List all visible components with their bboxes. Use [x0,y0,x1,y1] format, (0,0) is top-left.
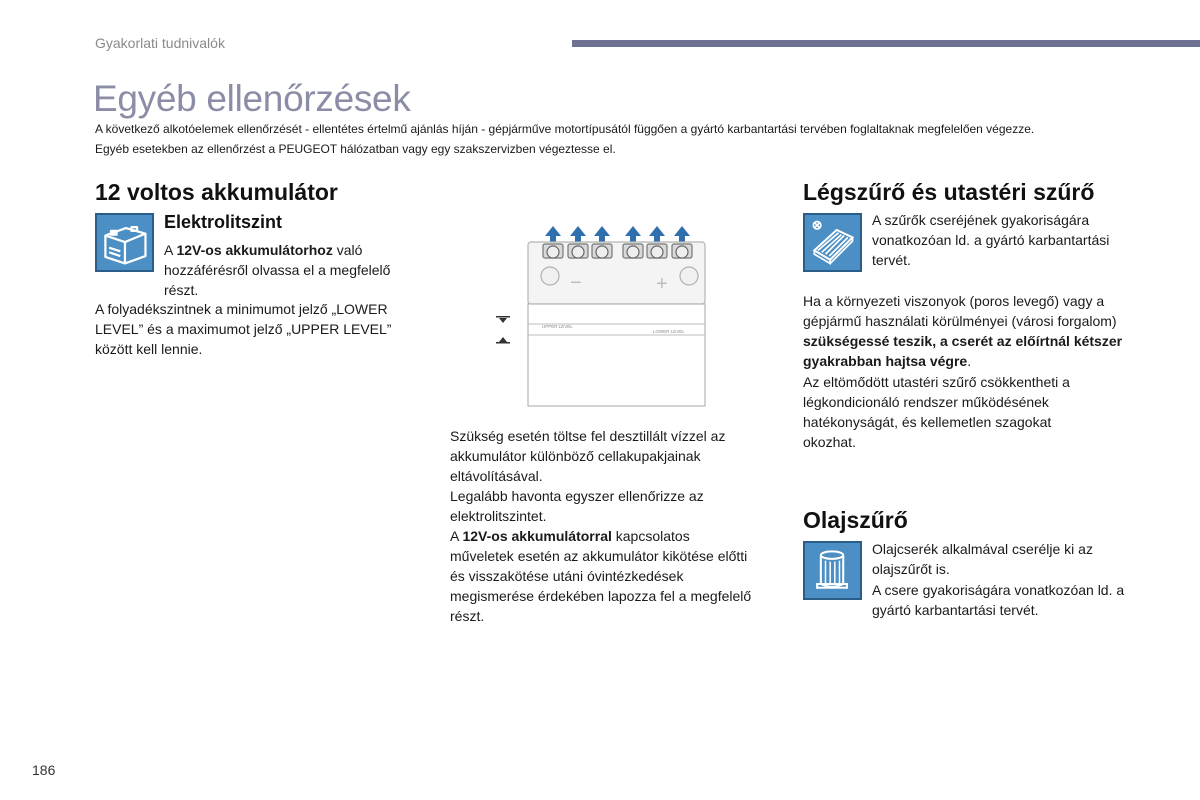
battery-level-diagram [490,212,712,410]
oil-filter-paragraph-2: A csere gyakoriságára vonatkozóan ld. a gyártó karbantartási tervét. [872,582,1125,618]
battery-p1-bold: 12V-os akkumulátorhoz [176,242,333,258]
air-filter-paragraph-2 [803,291,1131,371]
air-filter-paragraph-1: A szűrők cseréjének gyakoriságára vonatkozóan ld. a gyártó karbantartási tervét. [872,212,1110,268]
intro-paragraph [95,119,1125,159]
air-filter-heading: Légszűrő és utastéri szűrő [803,179,1095,205]
battery-p1-pre: A [164,242,177,258]
oil-filter-paragraph-1: Olajcserék alkalmával cserélje ki az olajszűrőt is. [872,541,1093,577]
lower-level-label: LOWER LEVEL [653,329,685,334]
battery-paragraph-4: Legalább havonta egyszer ellenőrizze az elektrolitszintet. [450,488,704,524]
battery-p5-bold: 12V-os akkumulátorral [462,528,612,544]
battery-paragraph-5 [450,526,756,626]
intro-line-1: A következő alkotóelemek ellenőrzését - ellentétes értelmű ajánlás híján - gépjárműve motortípusától függően a gyártó karbantartási tervében foglaltaknak megfelelően végezze. [95,122,1035,136]
plus-terminal-sign: + [656,273,668,295]
air-filter-p2-pre: Ha a környezeti viszonyok (poros levegő) vagy a gépjármű használati körülményei (városi forgalom) [803,293,1117,329]
battery-paragraph-1 [164,240,422,300]
header-accent-bar [572,40,1200,47]
battery-icon [95,213,154,272]
air-filter-p2-post: . [967,353,972,369]
air-filter-p2-bold: szükségessé teszik, a cserét az előírtnál kétszer gyakrabban hajtsa végre [803,333,1123,369]
fill-arrows [545,226,690,243]
page-number: 186 [32,762,56,778]
upper-level-label: UPPER LEVEL [542,324,573,329]
battery-paragraph-3: Szükség esetén töltse fel desztillált vízzel az akkumulátor különböző cellakupakjainak eltávolításával. [450,428,726,484]
air-filter-paragraph-3: Az eltömődött utastéri szűrő csökkentheti a légkondicionáló rendszer működésének hatékonyságát, és kellemetlen szagokat okozhat. [803,374,1070,450]
battery-p5-pre: A [450,528,463,544]
battery-paragraph-2: A folyadékszintnek a minimumot jelző „LOWER LEVEL” és a maximumot jelző „UPPER LEVEL” között kell lennie. [95,301,392,357]
oil-filter-icon [803,541,862,600]
level-markers [496,316,510,344]
page-title: Egyéb ellenőrzések [93,78,411,119]
battery-p1-post: való hozzáférésről olvassa el a megfelelő részt. [164,242,391,298]
battery-heading: 12 voltos akkumulátor [95,179,338,205]
section-label: Gyakorlati tudnivalók [95,35,225,51]
oil-filter-heading: Olajszűrő [803,507,908,533]
battery-p5-post: kapcsolatos műveletek esetén az akkumulátor kikötése előtti és visszakötése utáni óvintézkedések megismerése érdekében lapozza fel a megfelelő részt. [450,528,752,624]
minus-terminal-sign: − [570,272,582,294]
electrolyte-subheading: Elektrolitszint [164,212,283,232]
intro-line-2: Egyéb esetekben az ellenőrzést a PEUGEOT hálózatban vagy egy szakszervizben végeztesse el. [95,142,616,156]
air-filter-icon [803,213,862,272]
